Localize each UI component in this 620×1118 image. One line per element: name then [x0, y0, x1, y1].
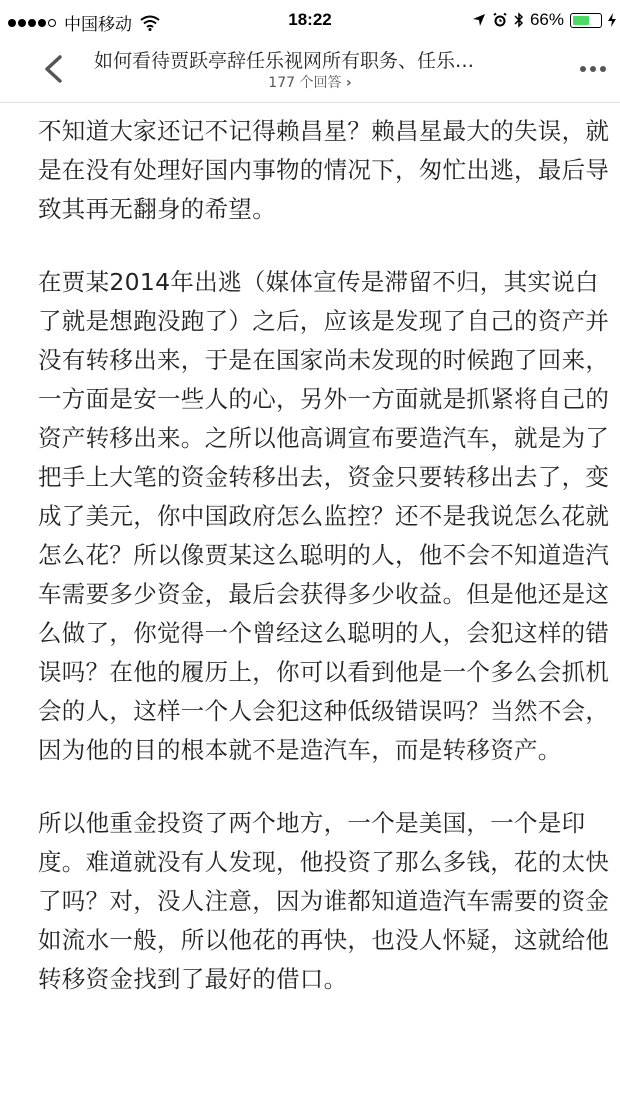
bluetooth-icon: [514, 12, 524, 28]
battery-percent: 66%: [529, 10, 564, 29]
answer-count-link[interactable]: [0, 72, 620, 92]
answer-paragraph: 在贾某2014年出逃（媒体宣传是滞留不归，其实说白了就是想跑没跑了）之后，应该是发现了自己的资产并没有转移出来，于是在国家尚未发现的时候跑了回来，一方面是安一些人的心，另外一方面就是抓紧将自己的资产转移出来。之所以他高调宣布要造汽车，就是为了把手上大笔的资金转移出去，资金只要转移出去了，变成了美元，你中国政府怎么监控？还不是我说怎么花就怎么花？所以像贾某这么聪明的人，他不会不知道造汽车需要多少资金，最后会获得多少收益。但是他还是这么做了，你觉得一个曾经这么聪明的人，会犯这样的错误吗？在他的履历上，你可以看到他是一个多么会抓机会的人，这样一个人会犯这种低级错误吗？当然不会，因为他的目的根本就不是造汽车，而是转移资产。: [38, 268, 610, 764]
battery-icon: [570, 13, 602, 28]
alarm-icon: [492, 12, 508, 28]
status-right: [472, 10, 616, 30]
chevron-right-icon: ›: [345, 75, 352, 91]
clock: 18:22: [288, 10, 332, 29]
answer-content: [38, 112, 610, 1033]
question-title[interactable]: 如何看待贾跃亭辞任乐视网所有职务、任乐…: [94, 50, 475, 72]
battery-level: [573, 16, 589, 25]
more-icon[interactable]: [580, 66, 606, 72]
carrier-label: 中国移动: [64, 15, 132, 34]
location-icon: [472, 13, 486, 27]
status-bar: [0, 0, 620, 40]
nav-bar: [0, 40, 620, 103]
answer-paragraph: 不知道大家还记不记得赖昌星？赖昌星最大的失误，就是在没有处理好国内事物的情况下，匆忙出逃，最后导致其再无翻身的希望。: [38, 117, 610, 223]
charging-icon: [608, 13, 616, 27]
answer-count: 177 个回答: [268, 75, 342, 91]
answer-paragraph: 所以他重金投资了两个地方，一个是美国，一个是印度。难道就没有人发现，他投资了那么多钱，花的太快了吗？对，没人注意，因为谁都知道造汽车需要的资金如流水一般，所以他花的再快，也没人怀疑，这就给他转移资金找到了最好的借口。: [38, 809, 610, 993]
